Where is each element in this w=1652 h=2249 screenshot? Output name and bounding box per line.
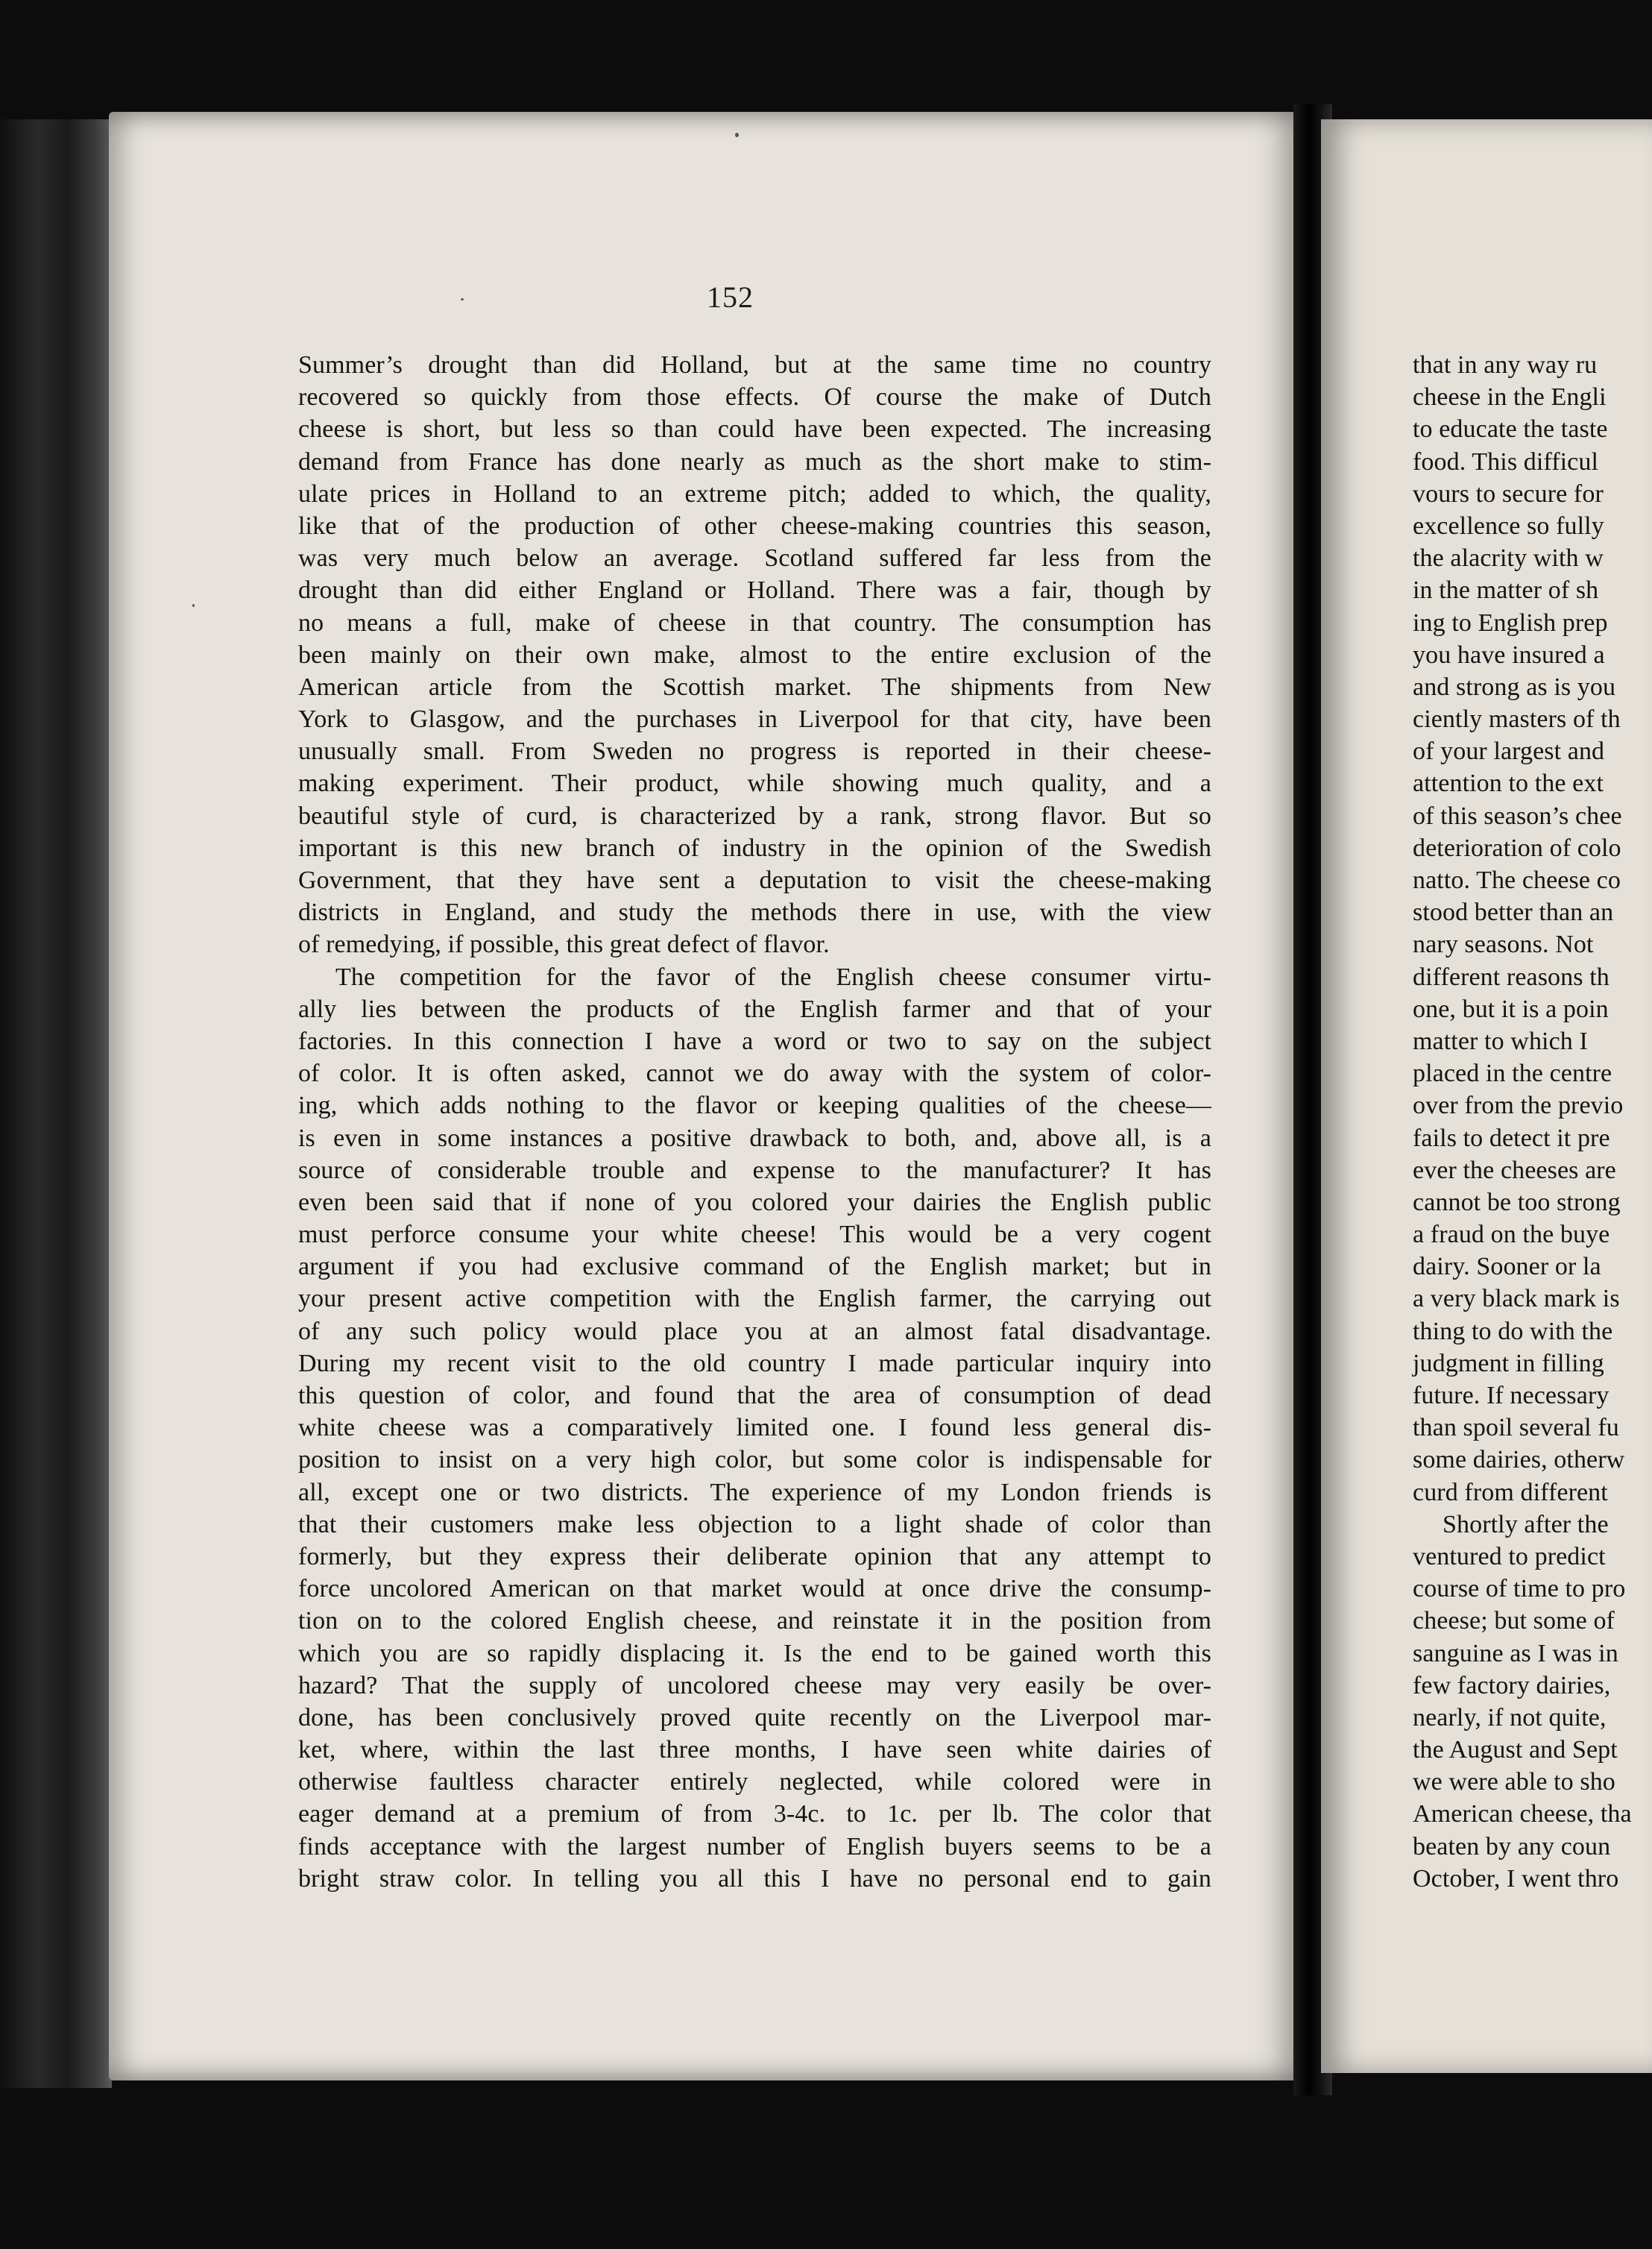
text-line: a very black mark is [1413, 1285, 1620, 1313]
text-line: cannot be too strong [1413, 1188, 1621, 1216]
text-line: like that of the production of other cheese-making countries this season, [298, 512, 1211, 540]
text-line: drought than did either England or Holland. There was a fair, though by [298, 576, 1211, 605]
text-line: ing to English prep [1413, 608, 1608, 637]
text-line: source of considerable trouble and expense to the manufacturer? It has [298, 1156, 1211, 1184]
text-line: bright straw color. In telling you all this I have no personal end to gain [298, 1864, 1211, 1893]
text-line: tion on to the colored English cheese, and reinstate it in the position from [298, 1607, 1211, 1635]
text-line: course of time to pro [1413, 1575, 1626, 1603]
text-line: Shortly after the [1443, 1510, 1609, 1538]
text-line: beautiful style of curd, is characterized by a rank, strong flavor. But so [298, 802, 1211, 830]
text-line: placed in the centre [1413, 1060, 1612, 1088]
text-line: of this season’s chee [1413, 802, 1622, 830]
text-line: position to insist on a very high color, but some color is indispensable for [298, 1446, 1211, 1474]
text-line: white cheese was a comparatively limited one. I found less general dis- [298, 1414, 1211, 1442]
text-line: some dairies, otherw [1413, 1446, 1625, 1474]
text-line: beaten by any coun [1413, 1832, 1611, 1860]
text-line: of color. It is often asked, cannot we do away with the system of color- [298, 1060, 1211, 1088]
text-line: The competition for the favor of the English cheese consumer virtu- [335, 963, 1211, 991]
text-line: American article from the Scottish market. The shipments from New [298, 673, 1211, 701]
text-line: different reasons th [1413, 963, 1610, 991]
text-line: and strong as is you [1413, 673, 1616, 701]
text-line: ciently masters of th [1413, 705, 1621, 734]
text-line: all, except one or two districts. The experience of my London friends is [298, 1478, 1211, 1506]
text-line: a fraud on the buye [1413, 1221, 1610, 1249]
text-line: in the matter of sh [1413, 576, 1599, 605]
text-line: deterioration of colo [1413, 834, 1621, 862]
text-line: finds acceptance with the largest number of English buyers seems to be a [298, 1832, 1211, 1860]
text-line: your present active competition with the English farmer, the carrying out [298, 1285, 1211, 1313]
text-line: cheese in the Engli [1413, 383, 1607, 412]
text-line: the alacrity with w [1413, 544, 1604, 573]
text-line: cheese; but some of [1413, 1607, 1615, 1635]
text-line: must perforce consume your white cheese! This would be a very cogent [298, 1221, 1211, 1249]
text-line: we were able to sho [1413, 1768, 1615, 1796]
text-line: is even in some instances a positive drawback to both, and, above all, is a [298, 1124, 1211, 1152]
text-line: Summer’s drought than did Holland, but at the same time no country [298, 351, 1211, 379]
text-line: which you are so rapidly displacing it. Is the end to be gained worth this [298, 1639, 1211, 1667]
text-line: demand from France has done nearly as much as the short make to stim- [298, 447, 1211, 476]
text-line: ulate prices in Holland to an extreme pitch; added to which, the quality, [298, 479, 1211, 508]
text-line: few factory dairies, [1413, 1671, 1611, 1699]
text-line: hazard? That the supply of uncolored cheese may very easily be over- [298, 1671, 1211, 1699]
text-line: you have insured a [1413, 641, 1605, 669]
text-line: ket, where, within the last three months, I have seen white dairies of [298, 1736, 1211, 1764]
text-line: nary seasons. Not [1413, 931, 1594, 959]
text-line: no means a full, make of cheese in that country. The consumption has [298, 608, 1211, 637]
text-line: even been said that if none of you colored your dairies the English public [298, 1188, 1211, 1216]
text-line: over from the previo [1413, 1092, 1624, 1120]
text-line: matter to which I [1413, 1027, 1588, 1055]
text-line: making experiment. Their product, while showing much quality, and a [298, 770, 1211, 798]
text-line: this question of color, and found that the area of consumption of dead [298, 1382, 1211, 1409]
text-line: to educate the taste [1413, 415, 1608, 444]
text-line: eager demand at a premium of from 3-4c. to 1c. per lb. The color that [298, 1800, 1211, 1828]
book-spine [0, 119, 112, 2088]
page-number: 152 [707, 280, 754, 314]
text-line: the August and Sept [1413, 1736, 1618, 1764]
text-line: ing, which adds nothing to the flavor or keeping qualities of the cheese— [298, 1092, 1211, 1120]
text-line: During my recent visit to the old country I made particular inquiry into [298, 1349, 1211, 1377]
text-line: fails to detect it pre [1413, 1124, 1610, 1152]
text-line: force uncolored American on that market would at once drive the consump- [298, 1575, 1211, 1603]
text-line: excellence so fully [1413, 512, 1604, 540]
text-line: districts in England, and study the methods there in use, with the view [298, 899, 1211, 927]
text-line: argument if you had exclusive command of the English market; but in [298, 1253, 1211, 1281]
text-line: attention to the ext [1413, 770, 1604, 798]
paper-speck [735, 133, 739, 137]
text-line: ventured to predict [1413, 1542, 1606, 1570]
text-line: done, has been conclusively proved quite recently on the Liverpool mar- [298, 1703, 1211, 1731]
text-line: thing to do with the [1413, 1317, 1613, 1345]
left-page-text [298, 349, 1211, 1895]
text-line: Government, that they have sent a deputation to visit the cheese-making [298, 866, 1211, 894]
text-line: American cheese, tha [1413, 1800, 1632, 1828]
text-line: cheese is short, but less so than could have been expected. The increasing [298, 415, 1211, 444]
text-line: one, but it is a poin [1413, 995, 1609, 1023]
text-line: October, I went thro [1413, 1864, 1619, 1893]
text-line: York to Glasgow, and the purchases in Liverpool for that city, have been [298, 705, 1211, 734]
paper-speck [192, 604, 195, 607]
text-line: nearly, if not quite, [1413, 1703, 1607, 1731]
text-line: judgment in filling [1413, 1349, 1604, 1377]
text-line: than spoil several fu [1413, 1414, 1619, 1442]
text-line: recovered so quickly from those effects. Of course the make of Dutch [298, 383, 1211, 412]
right-page-text [1413, 349, 1652, 1895]
text-line: stood better than an [1413, 899, 1614, 927]
text-line: natto. The cheese co [1413, 866, 1621, 894]
text-line: that their customers make less objection to a light shade of color than [298, 1510, 1211, 1538]
text-line: been mainly on their own make, almost to the entire exclusion of the [298, 641, 1211, 669]
text-line: future. If necessary [1413, 1382, 1610, 1409]
text-line: otherwise faultless character entirely neglected, while colored were in [298, 1768, 1211, 1796]
text-line: of remedying, if possible, this great defect of flavor. [298, 931, 830, 959]
text-line: unusually small. From Sweden no progress is reported in their cheese- [298, 737, 1211, 766]
paper-speck [461, 298, 464, 301]
text-line: of any such policy would place you at an almost fatal disadvantage. [298, 1317, 1211, 1345]
text-line: of your largest and [1413, 737, 1605, 766]
text-line: sanguine as I was in [1413, 1639, 1618, 1667]
text-line: curd from different [1413, 1478, 1608, 1506]
text-line: dairy. Sooner or la [1413, 1253, 1601, 1281]
text-line: that in any way ru [1413, 351, 1598, 379]
text-line: vours to secure for [1413, 479, 1604, 508]
text-line: ever the cheeses are [1413, 1156, 1616, 1184]
text-line: factories. In this connection I have a word or two to say on the subject [298, 1027, 1211, 1055]
text-line: food. This difficul [1413, 447, 1599, 476]
text-line: ally lies between the products of the English farmer and that of your [298, 995, 1211, 1023]
text-line: was very much below an average. Scotland suffered far less from the [298, 544, 1211, 573]
text-line: formerly, but they express their deliberate opinion that any attempt to [298, 1542, 1211, 1570]
text-line: important is this new branch of industry in the opinion of the Swedish [298, 834, 1211, 862]
